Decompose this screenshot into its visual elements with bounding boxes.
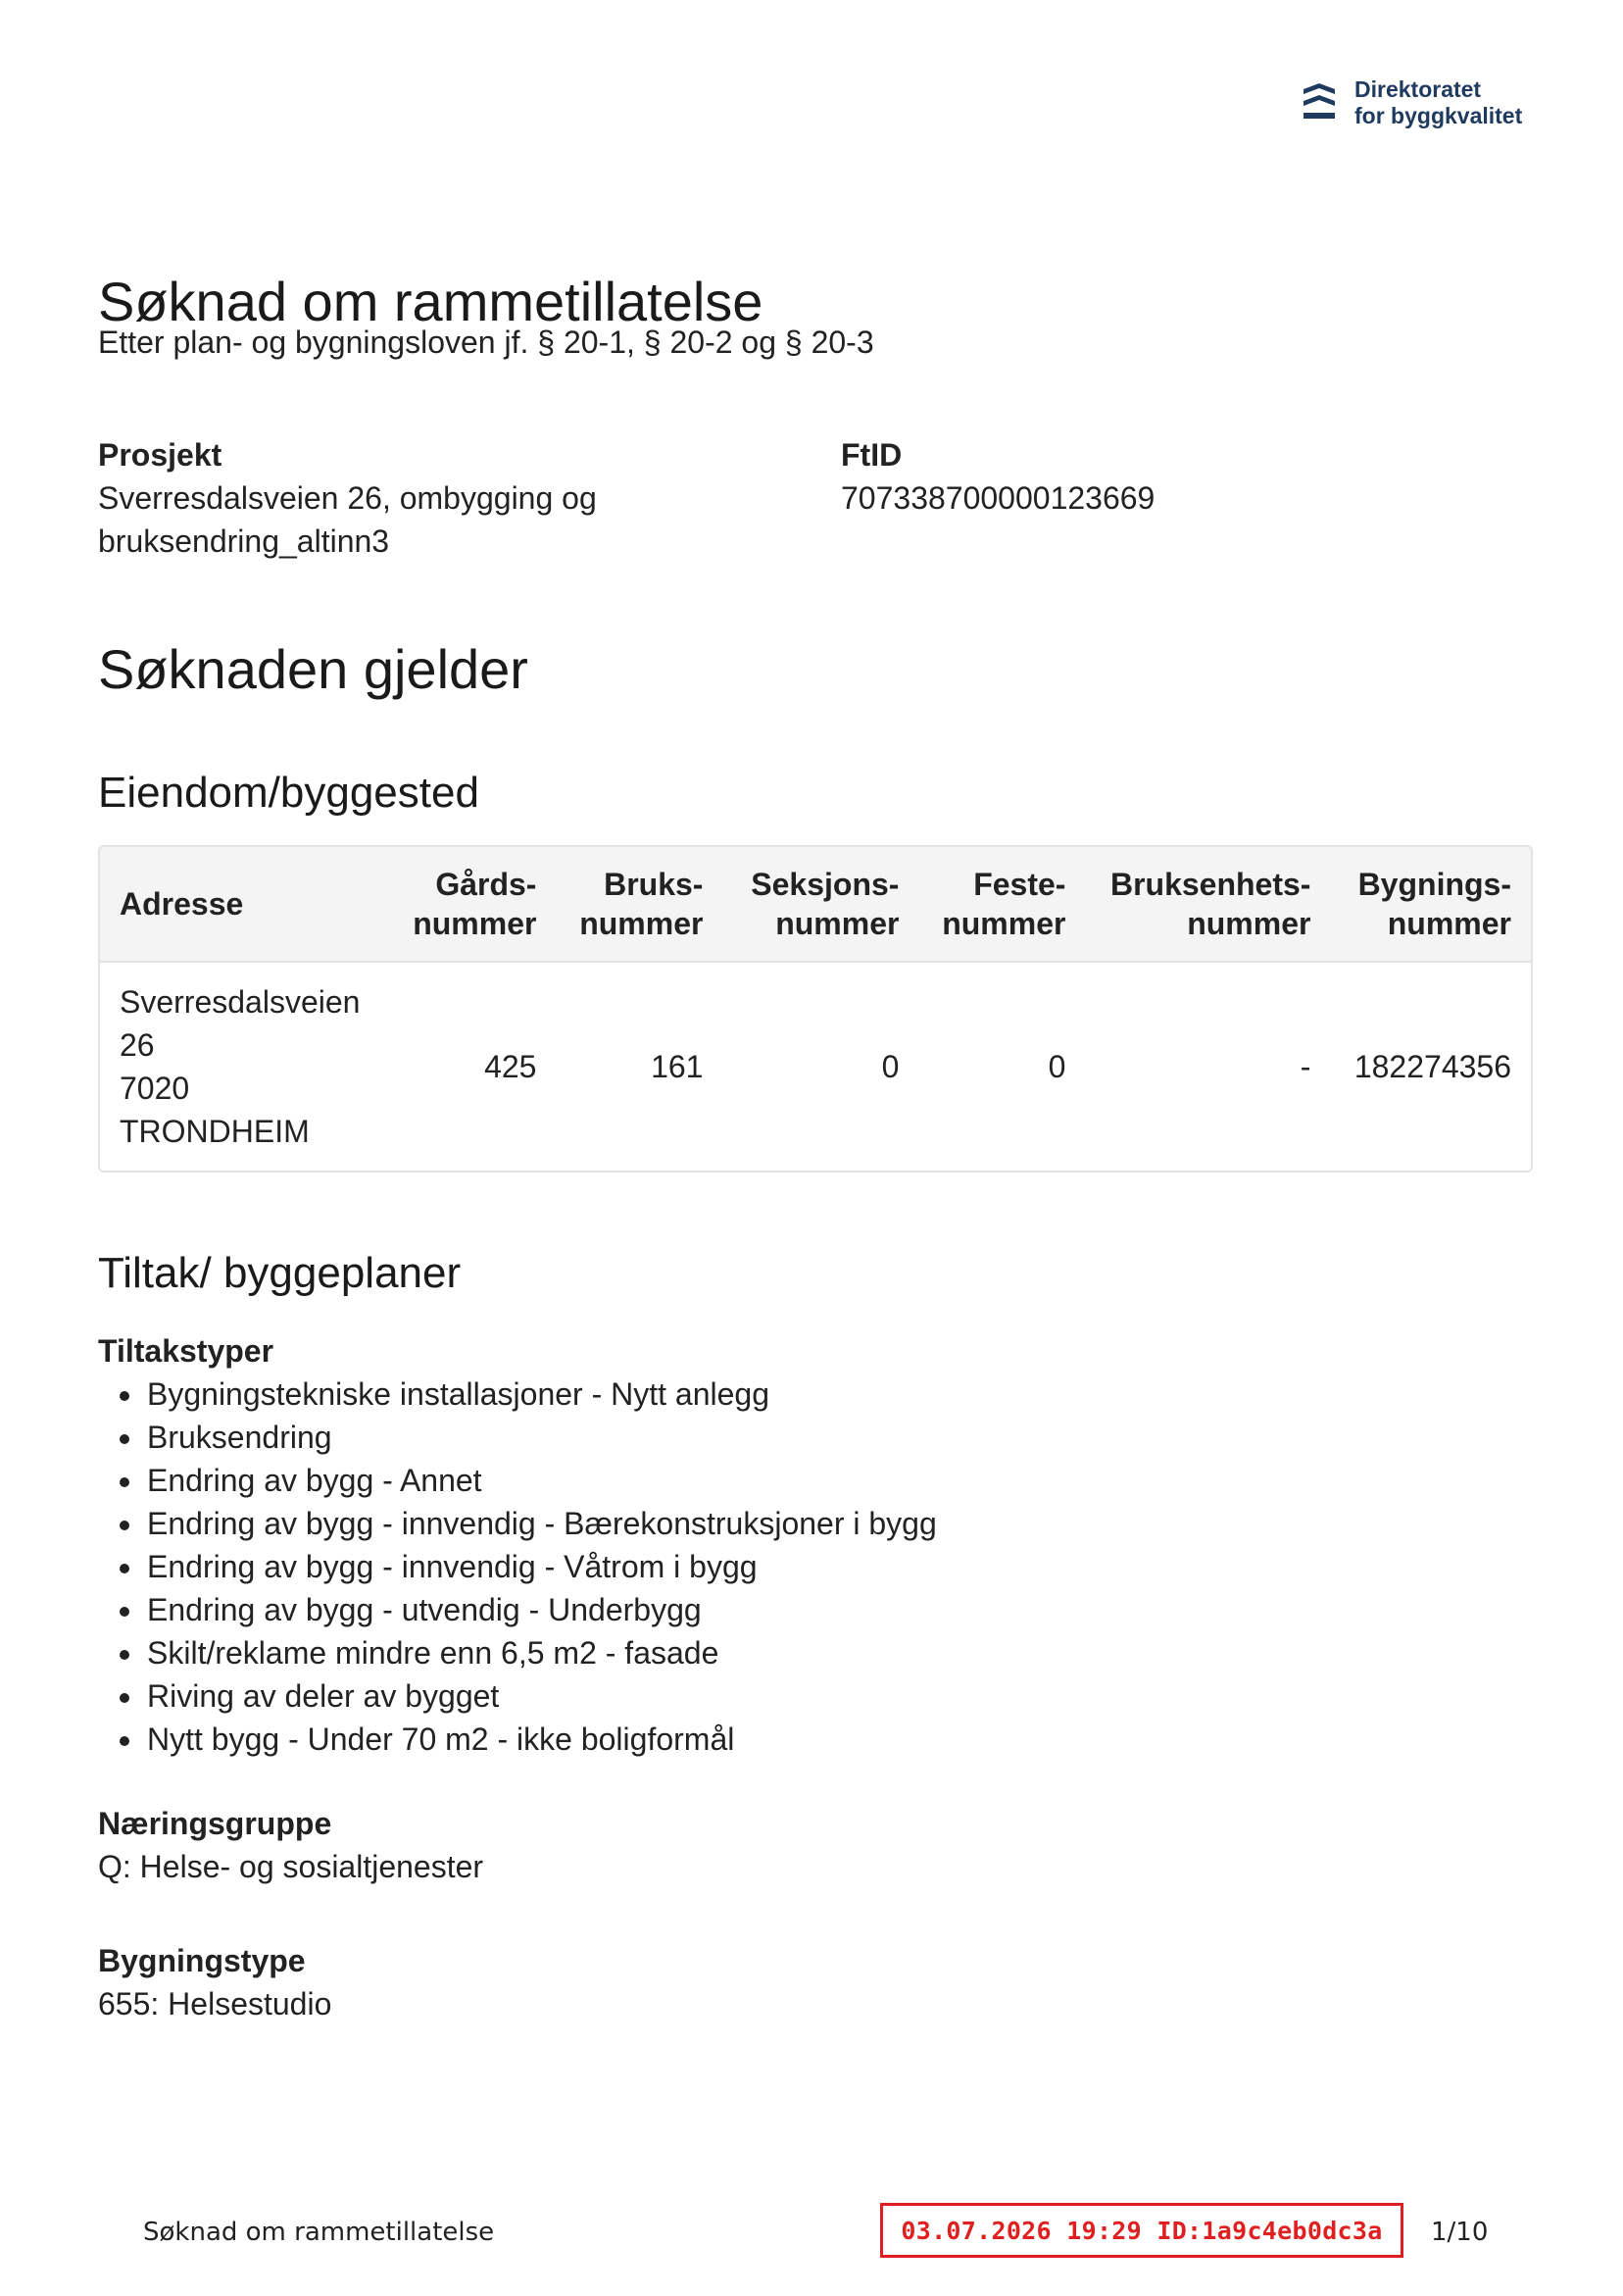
footer-doc-title: Søknad om rammetillatelse — [143, 2218, 495, 2247]
eiendom-table — [98, 845, 1533, 1173]
cell-festenummer: 0 — [1048, 1049, 1066, 1084]
col-bruksnummer-line1: Bruks- — [604, 867, 704, 902]
ftid-field — [841, 433, 1449, 520]
tiltak-heading: Tiltak/ byggeplaner — [98, 1249, 462, 1297]
prosjekt-value: Sverresdalsveien 26, ombygging og bruksendring_altinn3 — [98, 480, 597, 559]
adresse-line-4: TRONDHEIM — [120, 1114, 310, 1149]
prosjekt-field — [98, 433, 706, 563]
page-subtitle: Etter plan- og bygningsloven jf. § 20-1, § 20-2 og § 20-3 — [98, 324, 874, 360]
col-bruksenhetsnummer-line2: nummer — [1187, 906, 1311, 941]
ftid-value: 707338700000123669 — [841, 480, 1156, 516]
list-item: • Bygningstekniske installasjoner - Nytt anlegg — [145, 1373, 1470, 1416]
timestamp-id-stamp: 03.07.2026 19:29 ID:1a9c4eb0dc3a — [880, 2203, 1403, 2258]
cell-bruksenhetsnummer: - — [1300, 1049, 1311, 1084]
cell-gardsnummer: 425 — [484, 1049, 537, 1084]
tiltakstyper-field — [98, 1329, 1470, 1761]
bygningstype-value: 655: Helsestudio — [98, 1986, 332, 2021]
col-bruksenhetsnummer — [1085, 847, 1330, 962]
list-item: • Endring av bygg - utvendig - Underbygg — [145, 1588, 1470, 1631]
table-header-row — [100, 847, 1531, 962]
col-seksjonsnummer-line1: Seksjons- — [751, 867, 900, 902]
dibk-logo — [1300, 76, 1522, 129]
logo-text — [1354, 76, 1522, 129]
list-item: • Endring av bygg - Annet — [145, 1459, 1470, 1502]
col-gardsnummer — [379, 847, 556, 962]
col-festenummer-line1: Feste- — [973, 867, 1066, 902]
list-item: • Riving av deler av bygget — [145, 1674, 1470, 1718]
col-gardsnummer-line2: nummer — [413, 906, 537, 941]
logo-line-2: for byggkvalitet — [1354, 103, 1523, 128]
logo-line-1: Direktoratet — [1354, 76, 1482, 102]
page-number: 1/10 — [1431, 2218, 1489, 2247]
col-seksjonsnummer — [722, 847, 918, 962]
eiendom-heading: Eiendom/byggested — [98, 769, 479, 817]
tiltakstyper-list — [98, 1373, 1470, 1761]
list-item: • Skilt/reklame mindre enn 6,5 m2 - fasade — [145, 1631, 1470, 1674]
col-bruksnummer-line2: nummer — [579, 906, 704, 941]
col-festenummer — [918, 847, 1085, 962]
col-festenummer-line2: nummer — [942, 906, 1066, 941]
cell-bruksnummer: 161 — [651, 1049, 704, 1084]
prosjekt-label: Prosjekt — [98, 437, 222, 473]
col-bruksnummer — [556, 847, 722, 962]
list-item: • Endring av bygg - innvendig - Bærekonstruksjoner i bygg — [145, 1502, 1470, 1545]
adresse-line-3: 7020 — [120, 1071, 190, 1106]
cell-adresse — [100, 962, 379, 1171]
col-adresse: Adresse — [100, 847, 379, 962]
cell-seksjonsnummer: 0 — [881, 1049, 900, 1084]
ftid-label: FtID — [841, 437, 903, 473]
col-seksjonsnummer-line2: nummer — [775, 906, 900, 941]
adresse-line-1: Sverresdalsveien — [120, 984, 361, 1020]
naeringsgruppe-field — [98, 1802, 483, 1888]
naeringsgruppe-value: Q: Helse- og sosialtjenester — [98, 1849, 484, 1884]
section-heading-soknaden-gjelder: Søknaden gjelder — [98, 638, 528, 700]
adresse-line-2: 26 — [120, 1027, 155, 1063]
col-bygningsnummer-line1: Bygnings- — [1357, 867, 1511, 902]
table-row — [100, 962, 1531, 1171]
col-bygningsnummer-line2: nummer — [1387, 906, 1511, 941]
cell-bygningsnummer: 182274356 — [1353, 1049, 1511, 1084]
col-bruksenhetsnummer-line1: Bruksenhets- — [1109, 867, 1311, 902]
bygningstype-field — [98, 1939, 331, 2025]
col-bygningsnummer — [1330, 847, 1531, 962]
col-gardsnummer-line1: Gårds- — [435, 867, 537, 902]
naeringsgruppe-label: Næringsgruppe — [98, 1806, 332, 1841]
list-item: • Bruksendring — [145, 1416, 1470, 1459]
list-item: • Nytt bygg - Under 70 m2 - ikke boligformål — [145, 1718, 1470, 1761]
dibk-logo-icon — [1300, 79, 1339, 126]
bygningstype-label: Bygningstype — [98, 1943, 306, 1978]
list-item: • Endring av bygg - innvendig - Våtrom i bygg — [145, 1545, 1470, 1588]
tiltakstyper-label: Tiltakstyper — [98, 1333, 274, 1369]
page-title: Søknad om rammetillatelse — [98, 271, 763, 332]
